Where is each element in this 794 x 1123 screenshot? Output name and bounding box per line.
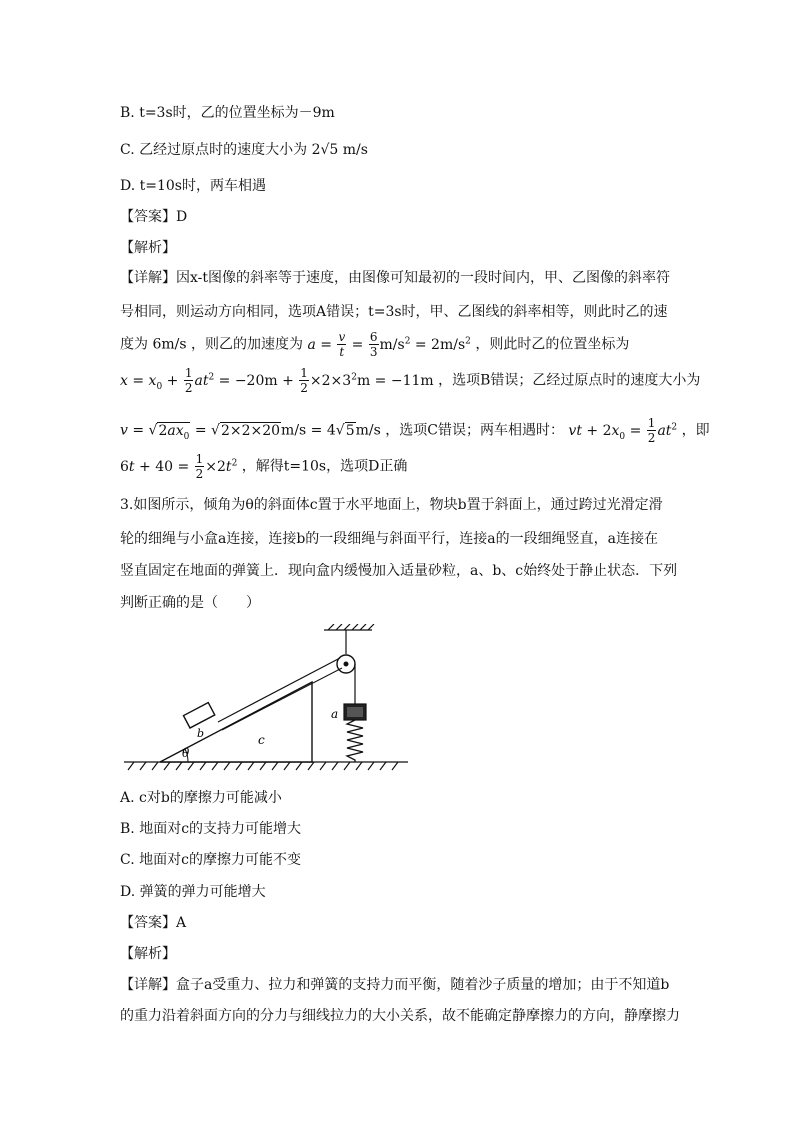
q3-option-d: D. 弹簧的弹力可能增大 bbox=[120, 884, 266, 900]
answer-label: 【答案】 bbox=[120, 915, 176, 931]
label-b: b bbox=[197, 727, 205, 740]
q2-detail-line-6 bbox=[120, 452, 676, 486]
q2-detail-line-5 bbox=[120, 416, 710, 445]
incline-pulley-figure bbox=[118, 624, 418, 776]
answer-value: D bbox=[176, 209, 188, 225]
q3-detail-line-2: 的重力沿着斜面方向的分力与细线拉力的大小关系，故不能确定静摩擦力的方向，静摩擦力 bbox=[120, 1008, 680, 1024]
label-a: a bbox=[331, 707, 339, 721]
q3-option-b: B. 地面对c的支持力可能增大 bbox=[120, 821, 302, 837]
answer-value: A bbox=[176, 915, 187, 931]
q2-detail-line-2: 号相同，则运动方向相同，选项A错误；t=3s时，甲、乙图线的斜率相等，则此时乙的速 bbox=[120, 304, 668, 320]
detail-text: ，选项C错误；两车相遇时： bbox=[385, 422, 564, 439]
q3-answer bbox=[120, 913, 186, 933]
label-c: c bbox=[258, 733, 265, 747]
detail-text: ，即 bbox=[681, 422, 710, 439]
detail-text: ，解得t=10s，选项D正确 bbox=[241, 458, 408, 475]
q3-stem-line-4: 判断正确的是（ ） bbox=[120, 595, 260, 611]
q2-detail-line-1 bbox=[120, 268, 670, 288]
equation-velocity: $v = √2ax_0 = √2\times 2\times 20m/s = 4√5m/s$ bbox=[120, 422, 386, 442]
detail-text: ，则此时乙的位置坐标为 bbox=[475, 336, 630, 353]
q3-stem-line-1: 3.如图所示，倾角为θ的斜面体c置于水平地面上，物块b置于斜面上，通过跨过光滑定滑 bbox=[120, 497, 663, 513]
q3-option-c: C. 地面对c的摩擦力可能不变 bbox=[120, 852, 301, 868]
detail-text: 因x-t图像的斜率等于速度，由图像可知最初的一段时间内，甲、乙图像的斜率符 bbox=[176, 270, 671, 286]
label-theta: θ bbox=[182, 746, 190, 760]
q2-option-c-value: 2√5 bbox=[311, 142, 339, 158]
equation-acceleration: a = $\frac{v}{t}$ = $\frac{6}{3}$ $m/s^2 = 2m/s^2$ bbox=[307, 330, 471, 359]
equation-meeting: vt + $2x_0$ = $\frac{1}{2}$ $at^2$ bbox=[568, 416, 678, 445]
q2-answer bbox=[120, 207, 187, 227]
block-b bbox=[183, 703, 214, 728]
ceiling-support bbox=[324, 624, 374, 654]
equation-solve: 6t + 40 = $\frac{1}{2}$ $\times 2t^2$ bbox=[120, 452, 238, 481]
q3-stem-line-3: 竖直固定在地面的弹簧上．现向盒内缓慢加入适量砂粒，a、b、c始终处于静止状态．下列 bbox=[120, 563, 678, 579]
q2-option-c bbox=[120, 140, 368, 160]
q2-option-b: B. t=3s时，乙的位置坐标为－9m bbox=[120, 105, 335, 121]
q3-option-a: A. c对b的摩擦力可能减小 bbox=[120, 790, 282, 806]
q2-detail-line-4 bbox=[120, 366, 701, 400]
q2-analysis-label: 【解析】 bbox=[120, 240, 176, 256]
q3-detail-line-1 bbox=[120, 975, 669, 995]
q3-analysis-label: 【解析】 bbox=[120, 946, 176, 962]
q3-stem-line-2: 轮的细绳与小盒a连接，连接b的一段细绳与斜面平行，连接a的一段细绳竖直，a连接在 bbox=[120, 531, 658, 547]
q2-option-d: D. t=10s时，两车相遇 bbox=[120, 178, 266, 194]
detail-text: ，选项B错误；乙经过原点时的速度大小为 bbox=[438, 372, 701, 389]
spring bbox=[347, 720, 363, 762]
q2-option-c-unit: m/s bbox=[342, 142, 368, 158]
detail-label: 【详解】 bbox=[120, 270, 176, 286]
q2-detail-line-3 bbox=[120, 330, 676, 364]
ground bbox=[124, 762, 408, 770]
detail-label: 【详解】 bbox=[120, 977, 176, 993]
detail-text: 盒子a受重力、拉力和弹簧的支持力而平衡，随着沙子质量的增加；由于不知道b bbox=[176, 977, 670, 993]
q2-option-c-prefix: C. 乙经过原点时的速度大小为 bbox=[120, 142, 308, 158]
answer-label: 【答案】 bbox=[120, 209, 176, 225]
equation-position: $x = x_0$ + $\frac{1}{2}$ $at^2 = -20m$ + $\frac{1}{2}$ $\times 2\times 3^2m = -11m$ bbox=[120, 366, 439, 395]
detail-text: 度为 6m/s ，则乙的加速度为 bbox=[120, 336, 303, 353]
